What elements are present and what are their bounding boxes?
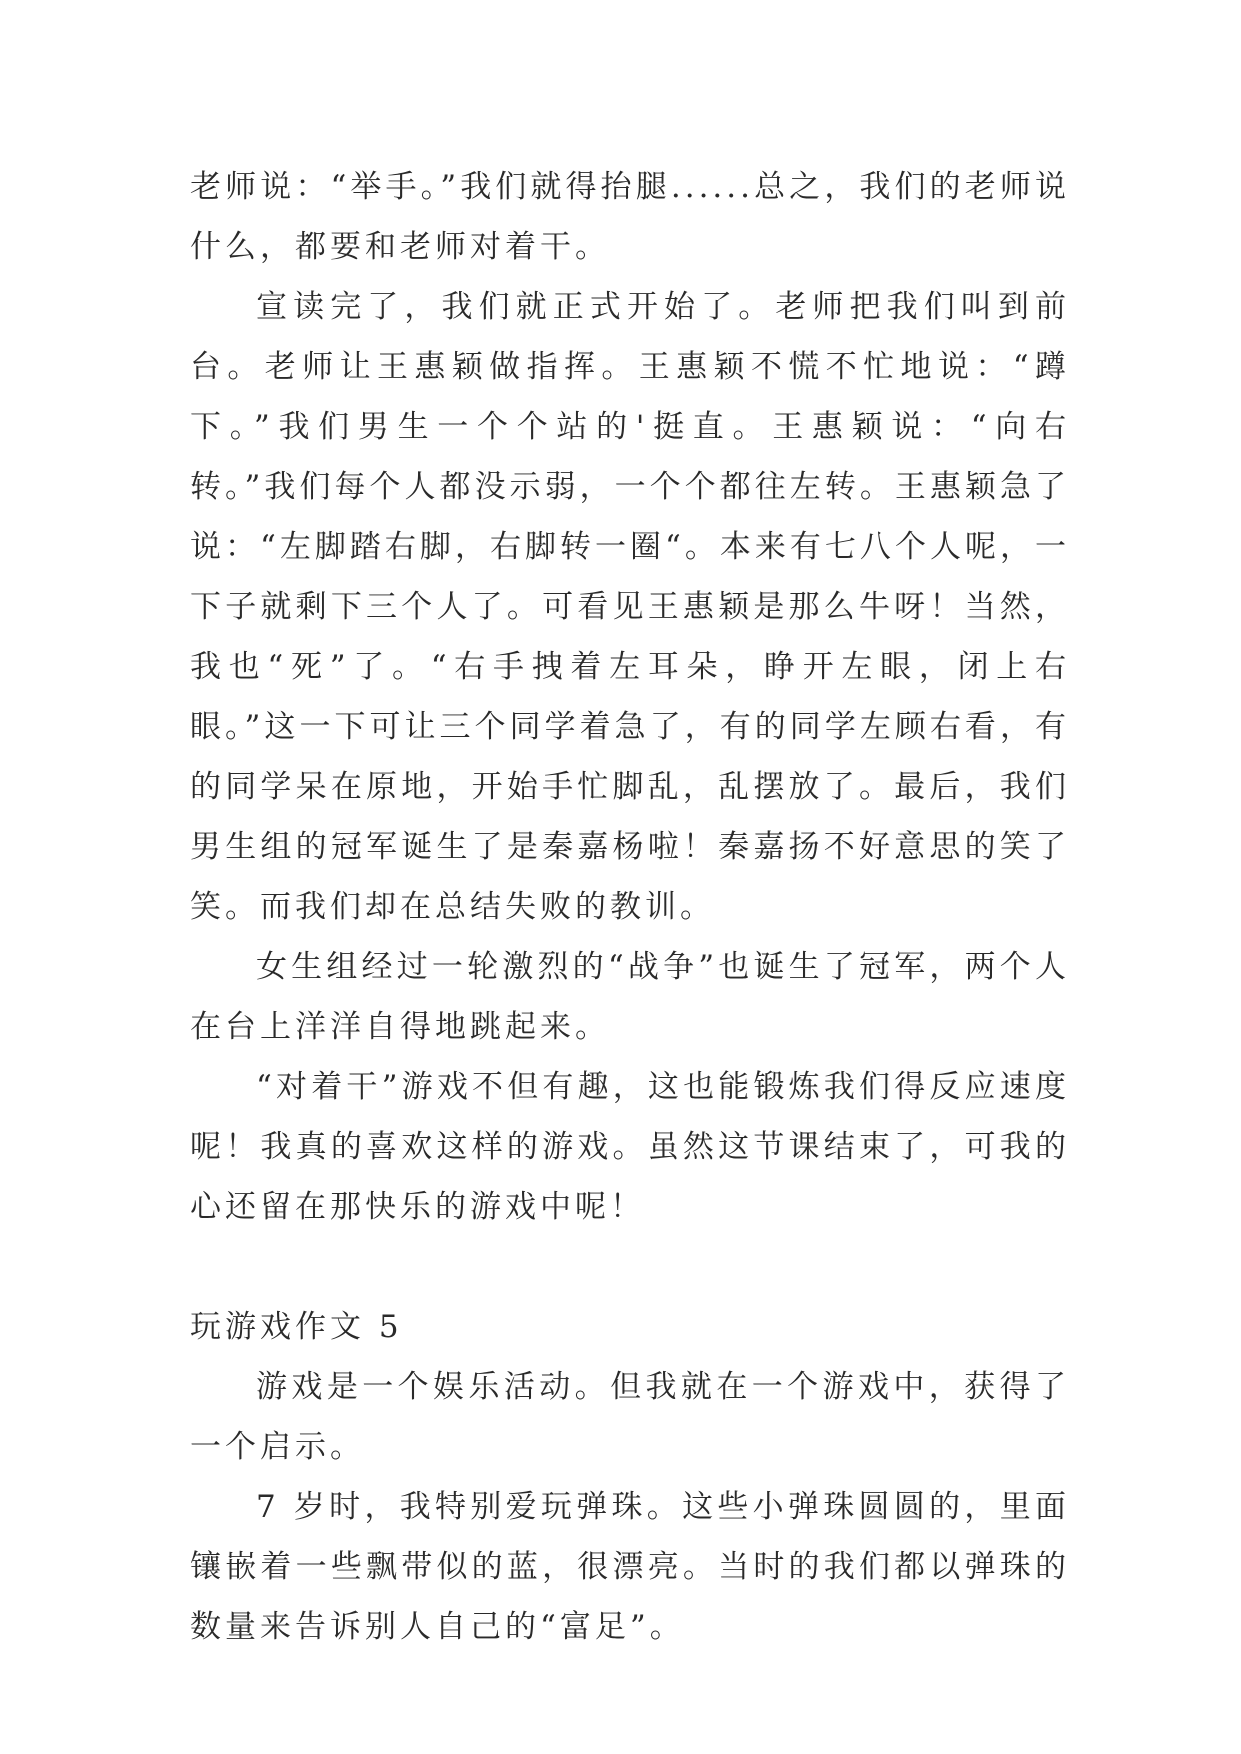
paragraph-1: 老师说：“举手。”我们就得抬腿......总之，我们的老师说什么，都要和老师对着干。: [190, 169, 1070, 265]
section-paragraph-2: 7 岁时，我特别爱玩弹珠。这些小弹珠圆圆的，里面镶嵌着一些飘带似的蓝，很漂亮。当时的我们都以弹珠的数量来告诉别人自己的“富足”。: [190, 1489, 1070, 1645]
section-paragraph-1: 游戏是一个娱乐活动。但我就在一个游戏中，获得了一个启示。: [190, 1369, 1070, 1465]
document-body: [190, 157, 1070, 1657]
paragraph-3: 女生组经过一轮激烈的“战争”也诞生了冠军，两个人在台上洋洋自得地跳起来。: [190, 949, 1070, 1045]
section-title: 玩游戏作文 5: [190, 1309, 403, 1345]
paragraph-4: “对着干”游戏不但有趣，这也能锻炼我们得反应速度呢！我真的喜欢这样的游戏。虽然这节课结束了，可我的心还留在那快乐的游戏中呢！: [190, 1069, 1070, 1225]
paragraph-2: 宣读完了，我们就正式开始了。老师把我们叫到前台。老师让王惠颖做指挥。王惠颖不慌不忙地说：“蹲下。”我们男生一个个站的'挺直。王惠颖说：“向右转。”我们每个人都没示弱，一个个都往左转。王惠颖急了说：“左脚踏右脚，右脚转一圈“。本来有七八个人呢，一下子就剩下三个人了。可看见王惠颖是那么牛呀！当然，我也“死”了。“右手拽着左耳朵，睁开左眼，闭上右眼。”这一下可让三个同学着急了，有的同学左顾右看，有的同学呆在原地，开始手忙脚乱，乱摆放了。最后，我们男生组的冠军诞生了是秦嘉杨啦！秦嘉扬不好意思的笑了笑。而我们却在总结失败的教训。: [190, 289, 1070, 925]
